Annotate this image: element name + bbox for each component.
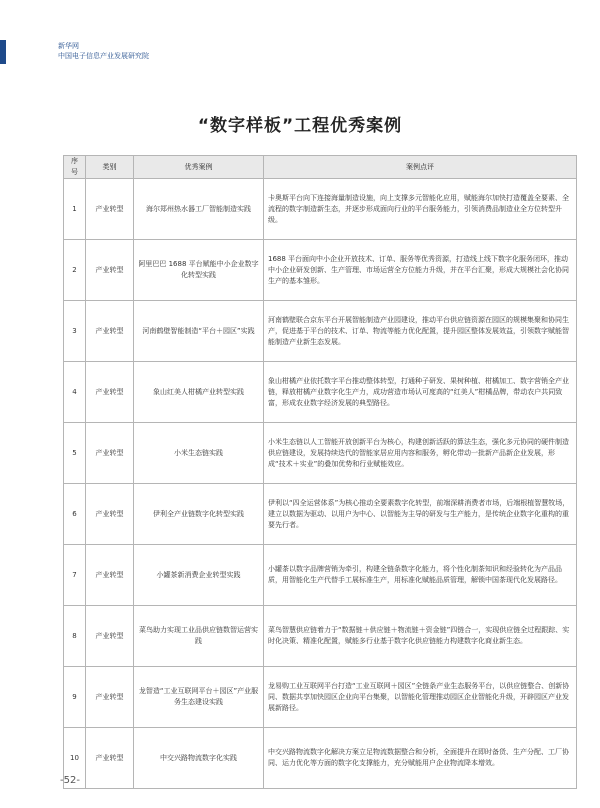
row-case: 象山红美人柑橘产业转型实践 [134,362,264,423]
row-comment: 卡奥斯平台向下连接海量制造设施，向上支撑多元智能化应用，赋能海尔加快打造覆盖全要素、全流程的数字制造新生态，并逐步形成面向行业的平台服务能力，引领消费品制造业全方位转型升级。 [264,179,577,240]
table-header-row [64,156,577,179]
row-number: 9 [64,667,86,728]
row-category: 产业转型 [86,301,134,362]
row-comment: 小米生态链以人工智能开放创新平台为核心，构建创新活跃的算法生态，强化多元协同的硬件制造供应链建设，发展持续迭代的智能家居应用内容和服务，孵化带动一批新产品新企业发展，形成“技术＋实业”的叠加优势和行业赋能效应。 [264,423,577,484]
row-case: 海尔郑州热水器工厂智能制造实践 [134,179,264,240]
row-number: 8 [64,606,86,667]
row-category: 产业转型 [86,606,134,667]
row-comment: 中交兴路物流数字化解决方案立足物流数据整合和分析，全面提升在即时备货、生产分配、工厂协同、运力优化等方面的数字化支撑能力，充分赋能用户企业物流降本增效。 [264,728,577,789]
row-case: 小罐茶新消费企业转型实践 [134,545,264,606]
document-header [58,41,149,61]
row-comment: 河南鹤壁联合京东平台开展智能制造产业园建设，推动平台供应链资源在园区的规模集聚和协同生产，促进基于平台的技术、订单、物流等能力优化配置，提升园区整体发展效益，引领数字赋能智能制造产业新生态发展。 [264,301,577,362]
row-number: 1 [64,179,86,240]
table-row [64,301,577,362]
header-publisher: 新华网 [58,42,79,50]
row-case: 河南鹤壁智能制造“平台＋园区”实践 [134,301,264,362]
table-row [64,179,577,240]
page-number: -52- [60,775,80,786]
table-row [64,423,577,484]
row-comment: 小罐茶以数字品牌营销为牵引，构建全链条数字化能力，将个性化制茶知识和经验转化为产品品质，用智能化生产代替手工展标准生产，用标准化赋能品质管理，解锁中国茶现代化发展路径。 [264,545,577,606]
row-case: 龙智造“工业互联网平台＋园区”产业服务生态建设实践 [134,667,264,728]
cases-table [63,155,577,789]
row-category: 产业转型 [86,545,134,606]
row-number: 2 [64,240,86,301]
row-category: 产业转型 [86,240,134,301]
row-number: 4 [64,362,86,423]
table-row [64,728,577,789]
header-case: 优秀案例 [134,156,264,179]
row-comment: 1688 平台面向中小企业开放技术、订单、服务等优秀资源，打造线上线下数字化服务闭环，推动中小企业研发创新、生产管理、市场运营全方位能力升级，并在平台汇聚，形成大规模社会化协同生产的基本雏形。 [264,240,577,301]
row-comment: 菜鸟智慧供应链着力于“数据链＋供应链＋物流链＋资金链”四链合一，实现供应链全过程跟踪、实时化决策、精准化配置，赋能多行业基于数字化供应链能力构建数字化商业新生态。 [264,606,577,667]
table-row [64,606,577,667]
row-case: 菜鸟助力实现工业品供应链数智运营实践 [134,606,264,667]
row-case: 阿里巴巴 1688 平台赋能中小企业数字化转型实践 [134,240,264,301]
row-category: 产业转型 [86,179,134,240]
row-case: 小米生态链实践 [134,423,264,484]
row-number: 5 [64,423,86,484]
table-row [64,667,577,728]
row-comment: 龙易购工业互联网平台打造“工业互联网＋园区”全链条产业生态服务平台，以供应链整合、创新协同、数据共享加快园区企业向平台集聚，以智能化管理推动园区企业智能化升级，开辟园区产业发展新路径。 [264,667,577,728]
header-institute: 中国电子信息产业发展研究院 [58,52,149,60]
row-case: 中交兴路物流数字化实践 [134,728,264,789]
table-row [64,240,577,301]
header-comment: 案例点评 [264,156,577,179]
header-accent-bar [0,40,6,64]
row-category: 产业转型 [86,362,134,423]
row-comment: 象山柑橘产业依托数字平台推动整体转型，打通种子研发、果树种植、柑橘加工、数字营销全产业链，释放柑橘产业数字化生产力，成功营造市场认可度高的“红美人”柑橘品牌，带动农户共同致富，形成农业数字经济发展的典型路径。 [264,362,577,423]
row-case: 伊利全产业链数字化转型实践 [134,484,264,545]
row-category: 产业转型 [86,423,134,484]
row-number: 3 [64,301,86,362]
row-category: 产业转型 [86,667,134,728]
row-number: 10 [64,728,86,789]
row-number: 7 [64,545,86,606]
header-type: 类别 [86,156,134,179]
row-category: 产业转型 [86,728,134,789]
table-row [64,545,577,606]
row-number: 6 [64,484,86,545]
row-category: 产业转型 [86,484,134,545]
page-title: “数字样板”工程优秀案例 [197,116,403,136]
table-row [64,484,577,545]
header-no: 序号 [64,156,86,179]
table-row [64,362,577,423]
row-comment: 伊利以“四全运营体系”为核心推动全要素数字化转型，前端深耕消费者市场，后端根植智慧牧场，建立以数据为驱动、以用户为中心、以智能为主导的研发与生产能力，是传统企业数字化重构的重要先行者。 [264,484,577,545]
